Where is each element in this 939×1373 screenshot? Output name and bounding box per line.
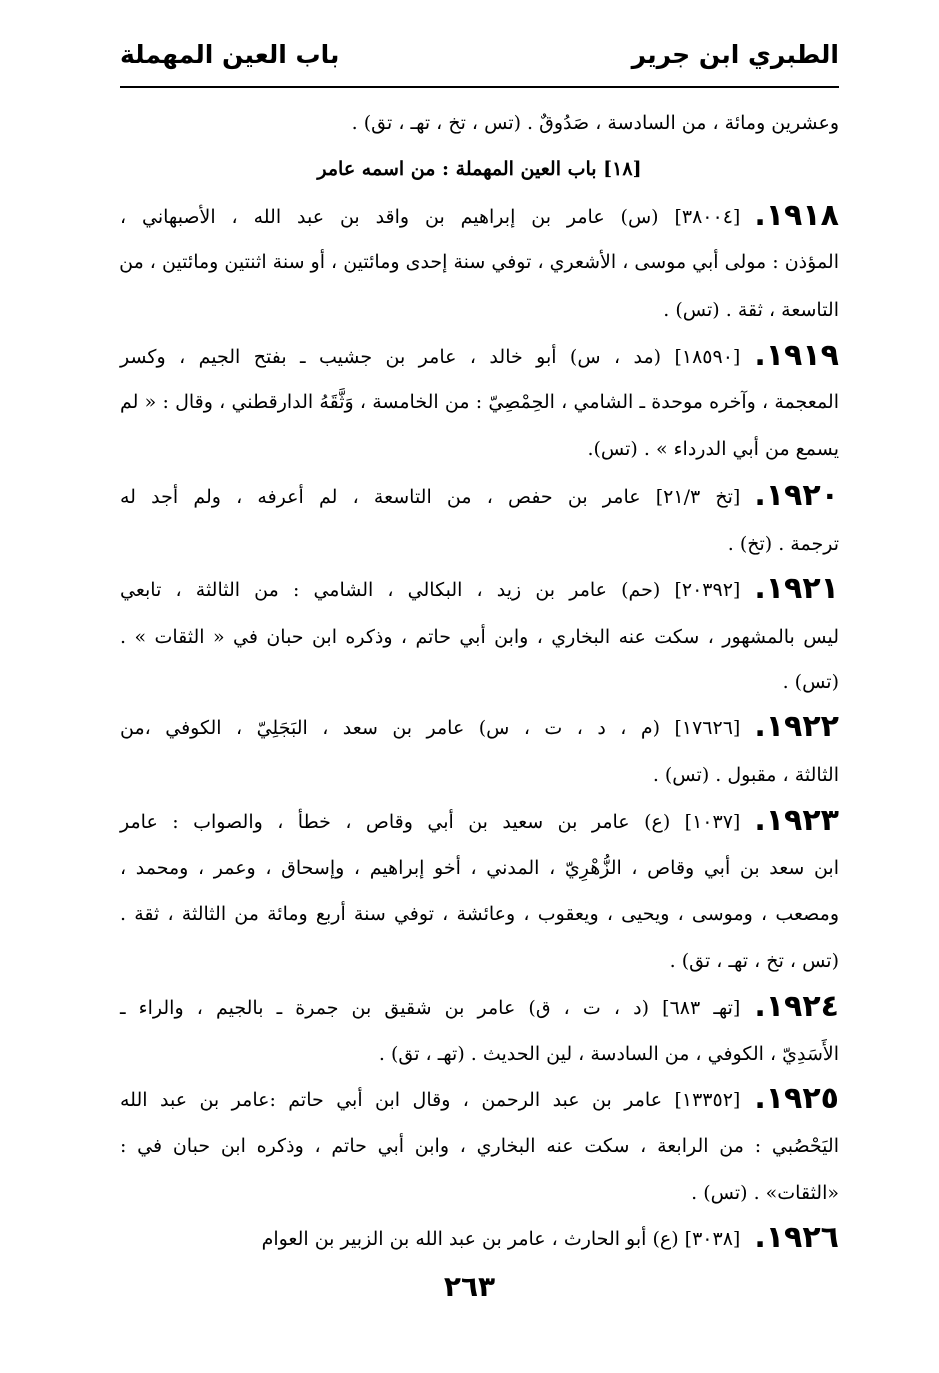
- header-rule: [120, 86, 839, 88]
- entry-number: ١٩٢٠.: [754, 478, 839, 513]
- entry-1922-line-1: ١٩٢٢.[١٧٦٢٦] (م ، د ، ت ، س) عامر بن سعد ، البَجَلِيّ ، الكوفي ،من: [120, 709, 839, 744]
- text-line: (تس) .: [782, 671, 839, 693]
- running-header-book-title: الطبري ابن جرير: [631, 40, 839, 69]
- text-line: (تس ، تخ ، تهـ ، تق) .: [669, 950, 839, 972]
- entry-1918-line-1: ١٩١٨.[٣٨٠٠٤] (س) عامر بن إبراهيم بن واقد بن عبد الله ، الأصبهاني ،: [120, 198, 839, 233]
- entry-number: ١٩٢٥.: [754, 1081, 839, 1116]
- entry-number: ١٩١٩.: [754, 338, 839, 373]
- text-line: التاسعة ، ثقة . (تس) .: [663, 299, 839, 321]
- entry-1920-line-1: ١٩٢٠.[تخ ٢١/٣] عامر بن حفص ، من التاسعة ، لم أعرفه ، ولم أجد له: [120, 478, 839, 513]
- entry-1924-line-1: ١٩٢٤.[تهـ ٦٨٣] (د ، ت ، ق) عامر بن شقيق بن جمرة ـ بالجيم ، والراء ـ: [120, 989, 839, 1024]
- text-line: وعشرين ومائة ، من السادسة ، صَدُوقٌ . (تس ، تخ ، تهـ ، تق) .: [351, 112, 839, 134]
- entry-number: ١٩٢٤.: [754, 989, 839, 1024]
- text-line: اليَحْصُبي : من الرابعة ، سكت عنه البخاري ، وابن أبي حاتم ، وذكره ابن حبان في :: [120, 1135, 839, 1157]
- entry-number: ١٩٢١.: [754, 571, 839, 606]
- entry-number: ١٩٢٢.: [754, 709, 839, 744]
- entry-number: ١٩٢٦.: [754, 1220, 839, 1255]
- running-header-chapter-title: باب العين المهملة: [120, 40, 340, 69]
- entry-1923-line-1: ١٩٢٣.[١٠٣٧] (ع) عامر بن سعيد بن أبي وقاص ، خطأ ، والصواب : عامر: [120, 803, 839, 838]
- entry-1926-line-1: ١٩٢٦.[٣٠٣٨] (ع) أبو الحارث ، عامر بن عبد الله بن الزبير بن العوام: [261, 1220, 839, 1255]
- text-line: المعجمة ، وآخره موحدة ـ الشامي ، الحِمْصِيّ : من الخامسة ، وَثَّقَهُ الدارقطني ، وقال : « لم: [120, 391, 839, 413]
- text-line: ترجمة . (تخ) .: [727, 533, 839, 555]
- text-line: «الثقات» . (تس) .: [691, 1182, 839, 1204]
- text-line: ليس بالمشهور ، سكت عنه البخاري ، وابن أبي حاتم ، وذكره ابن حبان في « الثقات » .: [120, 626, 839, 648]
- text-line: يسمع من أبي الدرداء » . (تس).: [587, 438, 839, 460]
- text-line: الثالثة ، مقبول . (تس) .: [652, 764, 839, 786]
- section-heading: [١٨] باب العين المهملة : من اسمه عامر: [317, 158, 642, 180]
- text-line: ومصعب ، وموسى ، ويحيى ، ويعقوب ، وعائشة ، توفي سنة أربع ومائة من الثالثة ، ثقة .: [120, 903, 839, 925]
- text-line: المؤذن : مولى أبي موسى ، الأشعري ، توفي سنة إحدى ومائتين ، أو سنة اثنتين ومائتين ، من: [119, 251, 839, 273]
- entry-1921-line-1: ١٩٢١.[٢٠٣٩٢] (حم) عامر بن زيد ، البكالي ، الشامي : من الثالثة ، تابعي: [120, 571, 839, 606]
- entry-1919-line-1: ١٩١٩.[١٨٥٩٠] (مد ، س) أبو خالد ، عامر بن جشيب ـ بفتح الجيم ، وكسر: [120, 338, 839, 373]
- text-line: الأَسَدِيّ ، الكوفي ، من السادسة ، لين الحديث . (تهـ ، تق) .: [378, 1043, 839, 1065]
- page-number: ٢٦٣: [443, 1270, 496, 1303]
- entry-1925-line-1: ١٩٢٥.[١٣٣٥٢] عامر بن عبد الرحمن ، وقال ابن أبي حاتم :عامر بن عبد الله: [120, 1081, 839, 1116]
- text-line: ابن سعد بن أبي وقاص ، الزُّهْرِيّ ، المدني ، أخو إبراهيم ، وإسحاق ، وعمر ، ومحمد ،: [120, 857, 839, 879]
- entry-number: ١٩١٨.: [754, 198, 839, 233]
- entry-number: ١٩٢٣.: [754, 803, 839, 838]
